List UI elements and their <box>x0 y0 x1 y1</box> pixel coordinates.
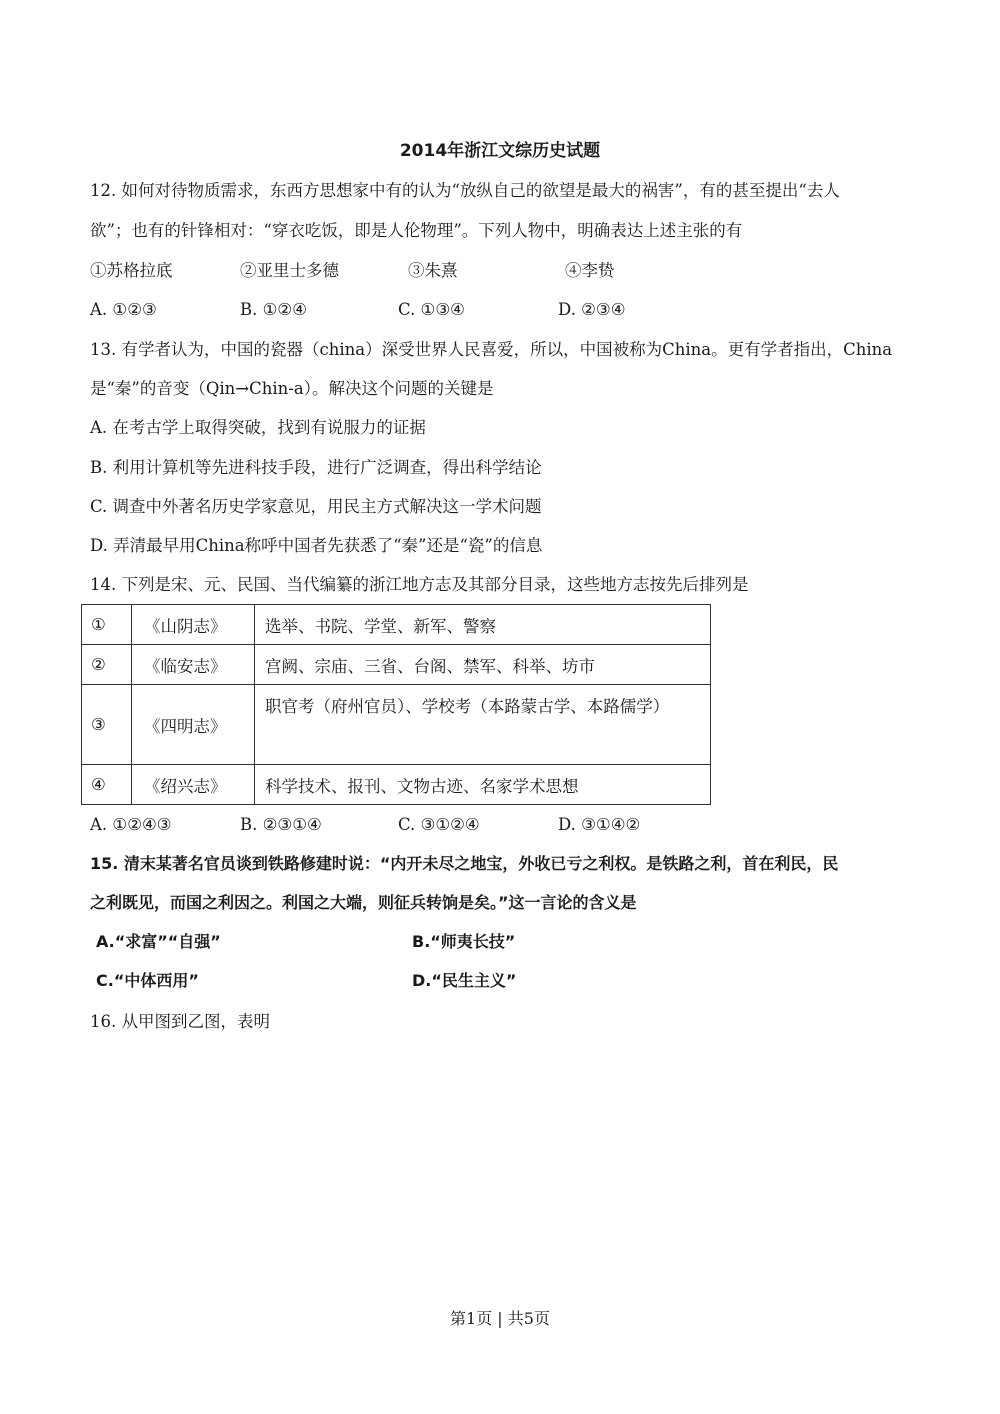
q12-item-1: ①苏格拉底 <box>90 261 173 280</box>
q14-option-d: D. ③①④② <box>558 815 641 834</box>
gazetteer-table <box>81 604 711 805</box>
table-cell-num: ④ <box>82 765 132 805</box>
table-cell-num: ① <box>82 605 132 645</box>
q12-option-b: B. ①②④ <box>240 300 307 319</box>
table-cell-num: ③ <box>82 685 132 765</box>
table-cell-content: 宫阙、宗庙、三省、台阁、禁军、科举、坊市 <box>255 645 711 685</box>
table-cell-content: 选举、书院、学堂、新军、警察 <box>255 605 711 645</box>
q13-stem-line2: 是“秦”的音变（Qin→Chin-a）。解决这个问题的关键是 <box>90 379 494 398</box>
table-cell-num: ② <box>82 645 132 685</box>
table-row <box>82 605 711 645</box>
q13-stem-line1: 13. 有学者认为，中国的瓷器（china）深受世界人民喜爱，所以，中国被称为China。更有学者指出，China <box>90 340 893 359</box>
q14-option-b: B. ②③①④ <box>240 815 322 834</box>
page-title: 2014年浙江文综历史试题 <box>399 141 601 161</box>
table-cell-book: 《临安志》 <box>132 645 255 685</box>
q14-option-a: A. ①②④③ <box>90 815 172 834</box>
table-cell-content: 科学技术、报刊、文物古迹、名家学术思想 <box>255 765 711 805</box>
q12-stem-line2: 欲”；也有的针锋相对：“穿衣吃饭，即是人伦物理”。下列人物中，明确表达上述主张的有 <box>90 221 743 240</box>
q15-option-a: A.“求富”“自强” <box>96 932 221 951</box>
table-cell-book: 《山阴志》 <box>132 605 255 645</box>
table-cell-content: 职官考（府州官员）、学校考（本路蒙古学、本路儒学） <box>255 685 711 765</box>
q15-stem-line1: 15. 清末某著名官员谈到铁路修建时说：“内开未尽之地宝，外收已亏之利权。是铁路之利，首在利民，民 <box>90 854 839 873</box>
q15-option-c: C.“中体西用” <box>96 971 199 990</box>
q12-stem-line1: 12. 如何对待物质需求，东西方思想家中有的认为“放纵自己的欲望是最大的祸害”，有的甚至提出“去人 <box>90 181 840 200</box>
q13-option-a: A. 在考古学上取得突破，找到有说服力的证据 <box>90 418 426 437</box>
table-row <box>82 685 711 765</box>
q15-stem-line2: 之利既见，而国之利因之。利国之大端，则征兵转饷是矣。”这一言论的含义是 <box>90 893 637 912</box>
table-cell-book: 《四明志》 <box>132 685 255 765</box>
table-row <box>82 765 711 805</box>
q14-stem-line1: 14. 下列是宋、元、民国、当代编纂的浙江地方志及其部分目录，这些地方志按先后排列是 <box>90 575 749 594</box>
q13-option-d: D. 弄清最早用China称呼中国者先获悉了“秦”还是“瓷”的信息 <box>90 536 543 555</box>
q12-option-c: C. ①③④ <box>398 300 465 319</box>
q12-option-a: A. ①②③ <box>90 300 157 319</box>
q12-item-3: ③朱熹 <box>408 261 458 280</box>
q12-item-4: ④李贽 <box>565 261 615 280</box>
q15-option-b: B.“师夷长技” <box>412 932 516 951</box>
q12-option-d: D. ②③④ <box>558 300 626 319</box>
page-footer: 第1页 | 共5页 <box>450 1309 550 1328</box>
q13-option-b: B. 利用计算机等先进科技手段，进行广泛调查，得出科学结论 <box>90 458 542 477</box>
q16-stem-line1: 16. 从甲图到乙图，表明 <box>90 1012 270 1031</box>
q14-option-c: C. ③①②④ <box>398 815 480 834</box>
table-cell-book: 《绍兴志》 <box>132 765 255 805</box>
table-row <box>82 645 711 685</box>
q15-option-d: D.“民生主义” <box>412 971 517 990</box>
q13-option-c: C. 调查中外著名历史学家意见，用民主方式解决这一学术问题 <box>90 497 542 516</box>
q12-item-2: ②亚里士多德 <box>240 261 339 280</box>
